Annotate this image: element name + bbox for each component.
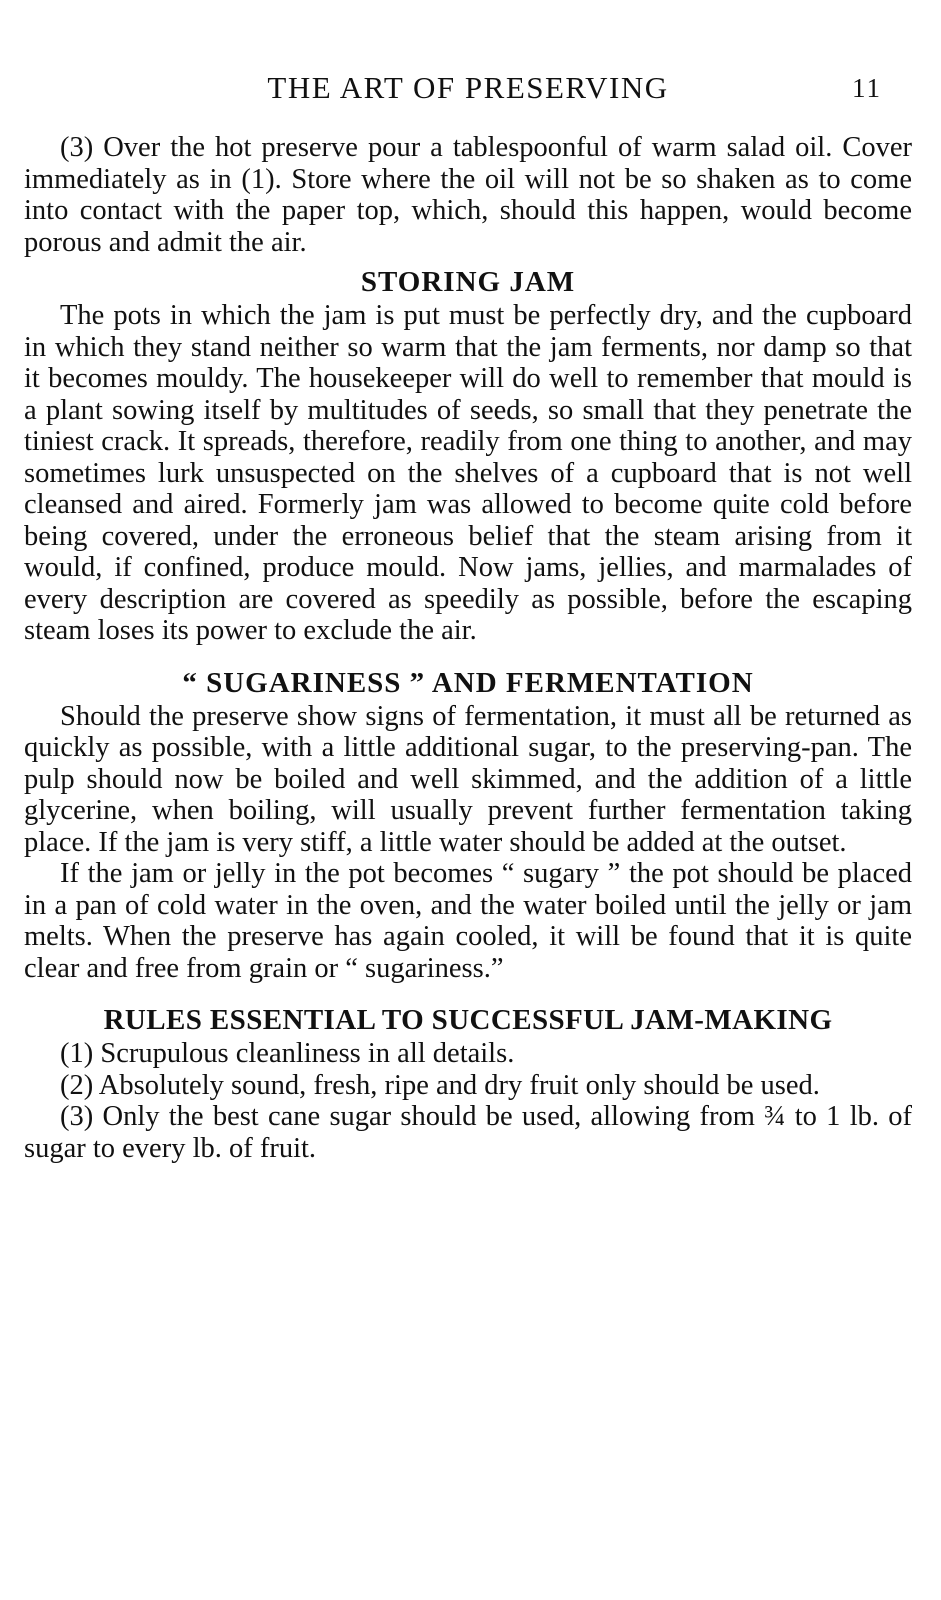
book-page	[24, 62, 912, 1164]
running-head	[24, 62, 912, 112]
rule-item: (3) Only the best cane sugar should be used, allowing from ¾ to 1 lb. of sugar to every lb. of fruit.	[24, 1101, 912, 1164]
page-number: 11	[852, 73, 882, 103]
rule-item: (1) Scrupulous cleanliness in all details.	[60, 1038, 515, 1069]
rules-heading: RULES ESSENTIAL TO SUCCESSFUL JAM-MAKING	[103, 1004, 833, 1036]
running-title: THE ART OF PRESERVING	[267, 70, 669, 105]
storing-jam-heading: STORING JAM	[360, 266, 576, 298]
fermentation-paragraph: Should the preserve show signs of fermentation, it must all be returned as quickly as possible, with a little additional sugar, to the preserving-pan. The pulp should now be boiled and well skimmed, and the addition of a little glycerine, when boiling, will usually prevent further fermentation taking place. If the jam is very stiff, a little water should be added at the outset.	[24, 700, 912, 858]
rule-item: (2) Absolutely sound, fresh, ripe and dry fruit only should be used.	[60, 1069, 820, 1101]
sugariness-heading: “ SUGARINESS ” AND FERMENTATION	[182, 666, 754, 699]
sugary-paragraph: If the jam or jelly in the pot becomes “ sugary ” the pot should be placed in a pan of cold water in the oven, and the water boiled until the jelly or jam melts. When the preserve has again cooled, it will be found that it is quite clear and free from grain or “ sugariness.”	[24, 858, 912, 984]
oil-covering-paragraph: (3) Over the hot preserve pour a tablespoonful of warm salad oil. Cover immediately as in (1). Store where the oil will not be so shaken as to come into contact with the paper top, which, should this happen, would become porous and admit the air.	[24, 132, 912, 258]
storing-jam-paragraph: The pots in which the jam is put must be perfectly dry, and the cupboard in which they stand neither so warm that the jam ferments, nor damp so that it becomes mouldy. The housekeeper will do well to remember that mould is a plant sowing itself by multitudes of seeds, so small that they penetrate the tiniest crack. It spreads, therefore, readily from one thing to another, and may sometimes lurk unsuspected on the shelves of a cupboard that is not well cleansed and aired. Formerly jam was allowed to become quite cold before being covered, under the erroneous belief that the steam arising from it would, if confined, produce mould. Now jams, jellies, and marmalades of every description are covered as speedily as possible, before the escaping steam loses its power to exclude the air.	[24, 300, 912, 646]
